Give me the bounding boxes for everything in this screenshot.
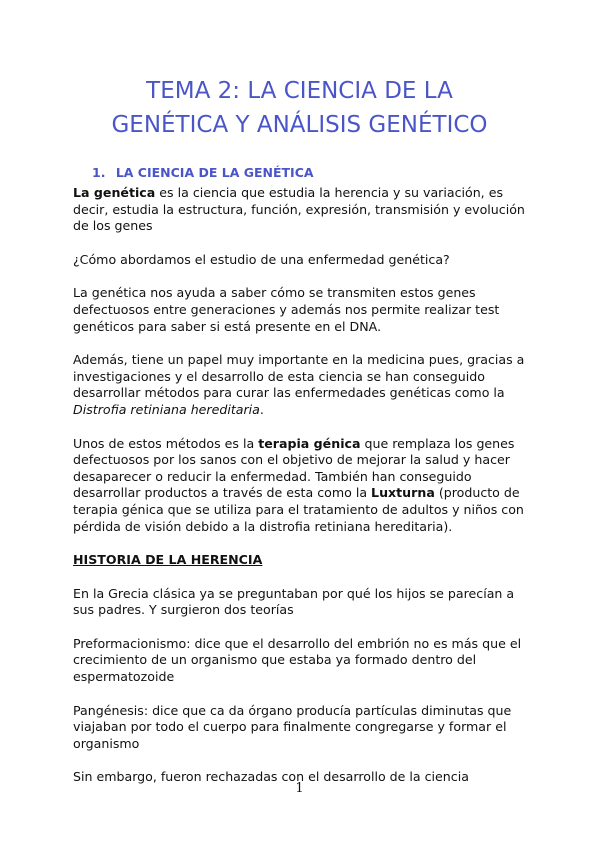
paragraph-grecia: En la Grecia clásica ya se preguntaban por qué los hijos se parecían a sus padres. Y surgieron dos teorías: [73, 585, 515, 618]
paragraph-text: Además, tiene un papel muy importante en la medicina pues, gracias a investigaciones y el desarrollo de esta ciencia se han conseguido desarrollar métodos para curar las enfermedades genéticas como la: [73, 352, 525, 401]
paragraph-text: .: [259, 401, 264, 417]
paragraph-transmission: La genética nos ayuda a saber cómo se transmiten estos genes defectuosos entre generaciones y además nos permite realizar test genéticos para saber si está presente en el DNA.: [73, 285, 500, 334]
paragraph-definition: [73, 185, 533, 235]
term-genetica: La genética: [73, 185, 156, 200]
title-line-2: GENÉTICA Y ANÁLISIS GENÉTICO: [111, 112, 488, 138]
term-luxturna: Luxturna: [371, 485, 435, 501]
document-body: [73, 185, 533, 803]
title-line-1: TEMA 2: LA CIENCIA DE LA: [146, 78, 453, 104]
paragraph-text: Unos de estos métodos es la: [73, 435, 259, 451]
paragraph-gene-therapy: [73, 436, 533, 536]
paragraph-pangenesis: Pangénesis: dice que ca da órgano producía partículas diminutas que viajaban por todo el cuerpo para finalmente congregarse y formar el organismo: [73, 702, 512, 751]
section-number: 1.: [92, 165, 106, 180]
section-title: LA CIENCIA DE LA GENÉTICA: [115, 165, 314, 180]
paragraph-text: (producto de terapia génica que se utiliza para el tratamiento de adultos y niños con pérdida de visión debido a la distrofia retiniana hereditaria).: [73, 485, 524, 534]
section-heading: [92, 165, 314, 180]
paragraph-conclusion: Sin embargo, fueron rechazadas con el desarrollo de la ciencia: [73, 769, 469, 785]
paragraph-question: ¿Cómo abordamos el estudio de una enfermedad genética?: [73, 251, 450, 267]
paragraph-text: es la ciencia que estudia la herencia y su variación, es decir, estudia la estructura, función, expresión, transmisión y evolución de los genes: [73, 185, 525, 234]
paragraph-preformacionismo: Preformacionismo: dice que el desarrollo del embrión no es más que el crecimiento de un organismo que estaba ya formado dentro del espermatozoide: [73, 635, 522, 685]
paragraph-medicine: [73, 352, 533, 418]
term-distrofia: Distrofia retiniana hereditaria: [73, 401, 260, 417]
document-title: [60, 74, 539, 142]
paragraph-text: que remplaza los genes defectuosos por los sanos con el objetivo de mejorar la salud y hacer desaparecer o reducir la enfermedad. También han conseguido desarrollar productos a través de esta como la: [73, 435, 515, 501]
subheading-historia: HISTORIA DE LA HERENCIA: [73, 552, 263, 568]
page-number: 1: [295, 781, 304, 796]
term-terapia-genica: terapia génica: [258, 435, 361, 451]
